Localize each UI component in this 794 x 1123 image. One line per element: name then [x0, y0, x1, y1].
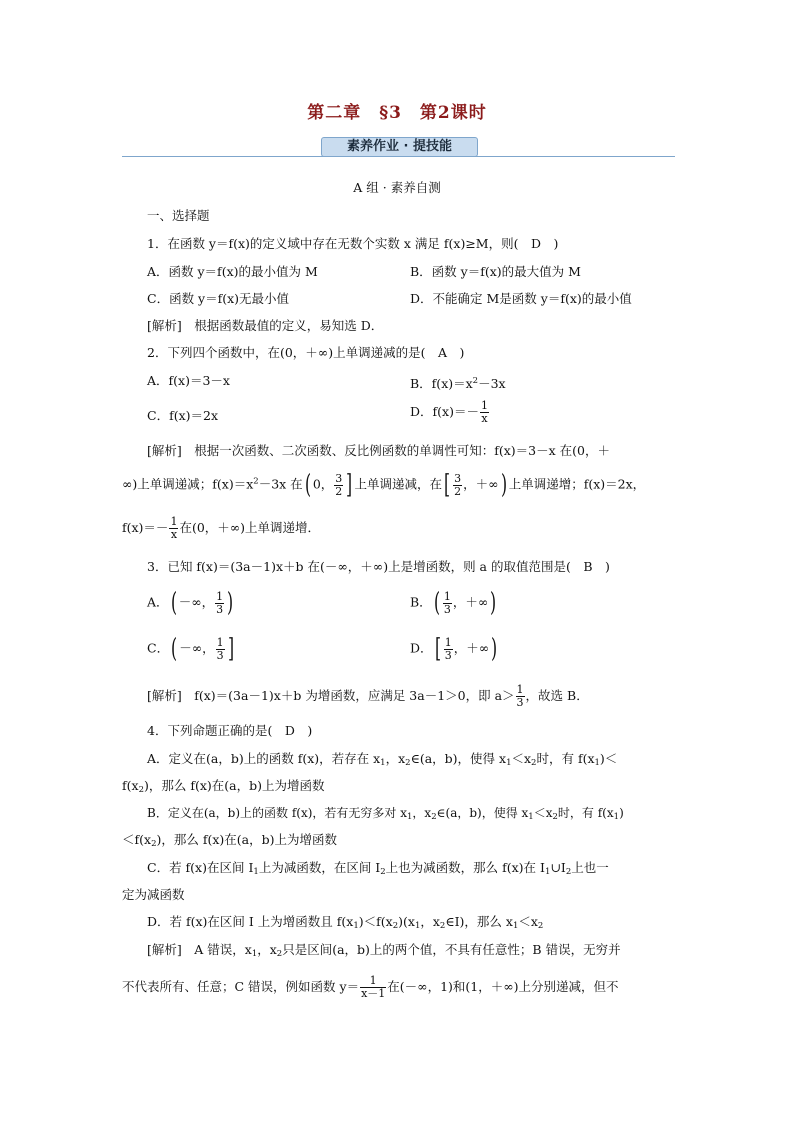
q2-analysis-line1: [解析] 根据一次函数、二次函数、反比例函数的单调性可知：f(x)＝3－x 在(0，＋ [147, 443, 610, 458]
page-title: 第二章 §3 第2课时 [307, 103, 487, 123]
q1-option-d: D．不能确定 M是函数 y＝f(x)的最小值 [410, 291, 632, 306]
fraction: $\frac{1}{3}$ [216, 635, 224, 662]
fraction: $\frac{1}{3}$ [516, 683, 524, 709]
q3-option-d: D．[ $\frac{1}{3}$ ，＋∞) [410, 634, 498, 664]
q1-stem: 1．在函数 y＝f(x)的定义域中存在无数个实数 x 满足 f(x)≥M，则( D ) [147, 236, 559, 251]
q1-option-a: A．函数 y＝f(x)的最小值为 M [147, 264, 318, 279]
section-ribbon: 素养作业 · 提技能 [321, 137, 478, 157]
q1-analysis: [解析] 根据函数最值的定义，易知选 D． [147, 318, 384, 333]
q2-option-b: B．$f(x)=x^2-3x$ [410, 376, 506, 391]
fraction: $\frac{3}{2}$ [454, 471, 462, 498]
q2-option-c: C．f(x)＝2x [147, 408, 218, 423]
group-heading: A 组 · 素养自测 [353, 180, 441, 195]
q4-option-a-line2: $f(x_2)$，那么 f(x)在(a，b)上为增函数 [122, 778, 325, 795]
fraction: $\frac{3}{2}$ [335, 471, 343, 498]
q4-option-a-line1: A．定义在(a，b)上的函数 f(x)，若存在 $x_1$，$x_2\in(a$，b)，使得 $x_1<x_2$时，有 $f(x_1)<$ [147, 751, 618, 768]
q4-stem: 4．下列命题正确的是( D ) [147, 723, 313, 738]
fraction: $\frac{1}{3}$ [444, 635, 452, 662]
q3-option-a: A．( －∞， $\frac{1}{3}$ ) [147, 588, 234, 618]
section-heading: 一、选择题 [147, 208, 210, 223]
fraction: $\frac{1}{x}$ [480, 399, 488, 425]
q4-analysis-line2: 不代表所有、任意；C 错误，例如函数 y＝ $\frac{1}{x-1}$ 在(－∞，1)和(1，＋∞)上分别递减，但不 [122, 974, 619, 1000]
fraction: $\frac{1}{x-1}$ [361, 974, 386, 1000]
q1-option-c: C．函数 y＝f(x)无最小值 [147, 291, 290, 306]
q4-analysis-line1: [解析] A 错误，$x_1$，$x_2$只是区间(a，b)上的两个值，不具有任意性；B 错误，无穷并 [147, 942, 621, 959]
fraction: $\frac{1}{x}$ [170, 515, 178, 541]
q2-stem: 2．下列四个函数中，在(0，＋∞)上单调递减的是( A ) [147, 345, 465, 360]
q2-option-d: D．f(x)＝－ $\frac{1}{x}$ [410, 399, 488, 425]
q2-option-a: A．f(x)＝3－x [147, 373, 230, 388]
q4-option-b-line1: B．定义在(a，b)上的函数 f(x)，若有无穷多对 $x_1$，$x_2\in(a$，b)，使得 $x_1<x_2$时，有 $f(x_1)$ [147, 806, 624, 822]
q4-option-d: D．若 f(x)在区间 I 上为增函数且 $f(x_1)<f(x_2)(x_1$，$x_2\in I$)，那么 $x_1<x_2$ [147, 914, 544, 931]
q3-option-b: B．( $\frac{1}{3}$ ，＋∞) [410, 588, 497, 618]
q2-analysis-line3: f(x)＝－ $\frac{1}{x}$ 在(0，＋∞)上单调递增． [122, 515, 321, 541]
fraction: $\frac{1}{3}$ [443, 589, 451, 616]
fraction: $\frac{1}{3}$ [216, 589, 224, 616]
q2-analysis-line2: ∞)上单调递减；$f(x)=x^2-3x$ 在( 0， $\frac{3}{2}$ ] 上单调递减，在[ $\frac{3}{2}$ ，＋∞) 上单调递增；f(x)＝2x， [122, 470, 646, 500]
q4-option-c-line1: C．若 f(x)在区间 $I_1$上为减函数，在区间 $I_2$上也为减函数，那么 f(x)在 $I_1\cup I_2$上也一 [147, 860, 609, 877]
q3-stem: 3．已知 f(x)＝(3a－1)x＋b 在(－∞，＋∞)上是增函数，则 a 的取值范围是( B ) [147, 559, 610, 574]
q3-analysis: [解析] f(x)＝(3a－1)x＋b 为增函数，应满足 3a－1＞0，即 a＞ $\frac{1}{3}$ ，故选 B． [147, 683, 589, 709]
q3-option-c: C．( －∞， $\frac{1}{3}$ ] [147, 634, 234, 664]
q4-option-b-line2: $<f(x_2)$，那么 f(x)在(a，b)上为增函数 [122, 832, 337, 849]
q1-option-b: B．函数 y＝f(x)的最大值为 M [410, 264, 581, 279]
q4-option-c-line2: 定为减函数 [122, 887, 185, 902]
